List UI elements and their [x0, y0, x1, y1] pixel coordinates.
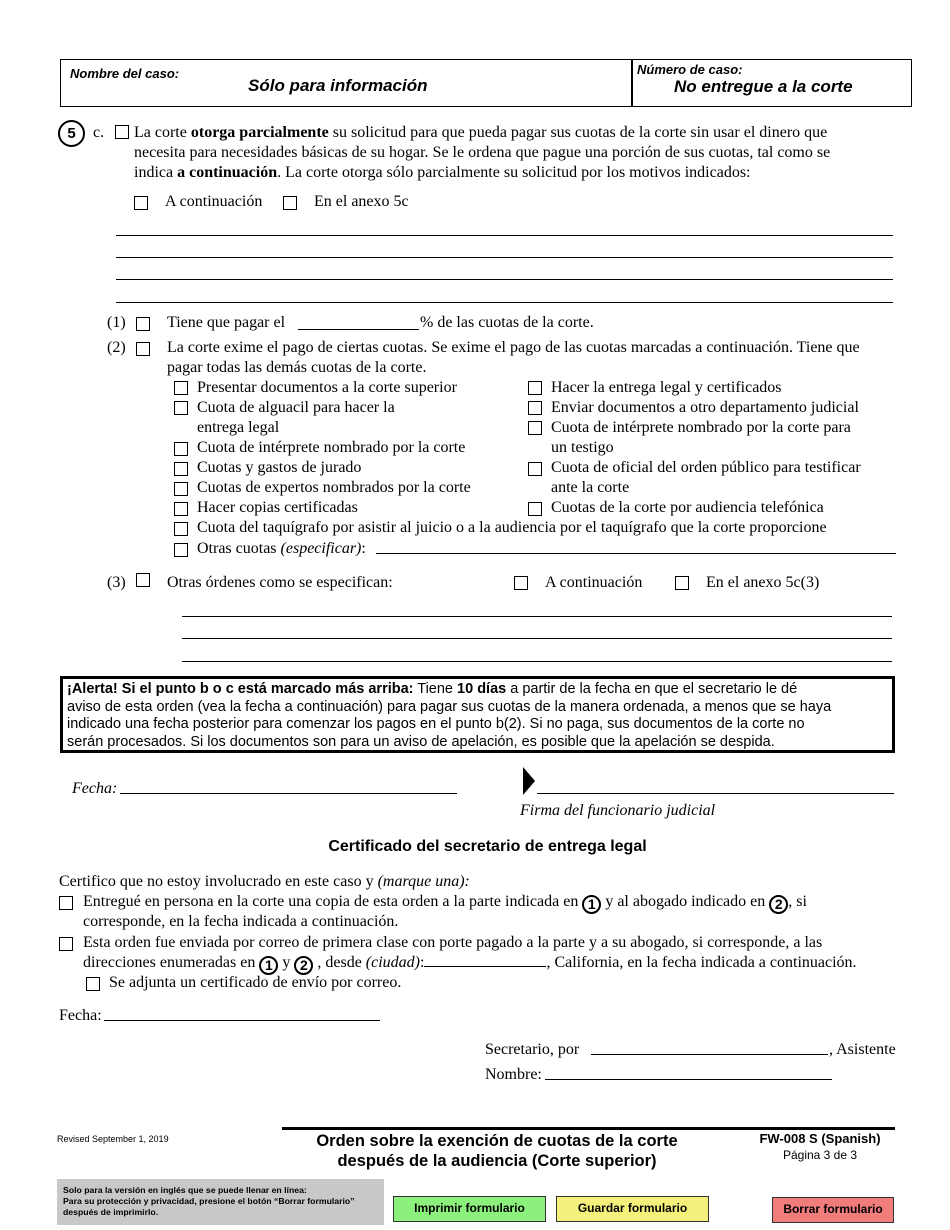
mail-delivery-line1: Esta orden fue enviada por correo de primera clase con porte pagado a la parte y a su abogado, si corresponde, a las — [83, 934, 823, 951]
stenographer-label: Cuota del taquígrafo por asistir al juicio o a la audiencia por el taquígrafo que la corte proporcione — [197, 519, 827, 536]
reasons-line[interactable] — [116, 235, 893, 236]
reasons-line[interactable] — [116, 257, 893, 258]
reasons-line[interactable] — [116, 302, 893, 303]
item-number-5: 5 — [58, 120, 85, 147]
fee-checkbox[interactable] — [174, 502, 188, 516]
clear-form-button[interactable]: Borrar formulario — [772, 1197, 894, 1223]
save-form-button[interactable]: Guardar formulario — [556, 1196, 709, 1222]
mail-certificate-checkbox[interactable] — [86, 977, 100, 991]
sub1-text-a: Tiene que pagar el — [167, 314, 286, 331]
fee-label: entrega legal — [197, 419, 280, 436]
fee-label: Cuota de intérprete nombrado por la corte para — [551, 419, 851, 436]
mail-certificate-label: Se adjunta un certificado de envío por correo. — [109, 974, 402, 991]
orders-annex-checkbox[interactable] — [675, 576, 689, 590]
certificate-date-input-line[interactable] — [104, 1020, 380, 1021]
certificate-date-label: Fecha: — [59, 1007, 102, 1024]
officer-signature-line[interactable] — [537, 793, 894, 794]
case-header — [60, 59, 912, 107]
case-name-label: Nombre del caso: — [70, 66, 180, 81]
fee-label: Cuota de intérprete nombrado por la corte — [197, 439, 466, 456]
orders-below-label: A continuación — [545, 574, 643, 591]
fee-label: Cuotas de expertos nombrados por la corte — [197, 479, 471, 496]
other-fees-input-line[interactable] — [376, 553, 896, 554]
percent-input-line[interactable] — [298, 329, 419, 330]
reasons-annex-label: En el anexo 5c — [314, 193, 409, 210]
order-date-label: Fecha: — [72, 780, 118, 797]
fee-checkbox[interactable] — [528, 502, 542, 516]
fee-label: Hacer copias certificadas — [197, 499, 358, 516]
sub1-text-b: % de las cuotas de la corte. — [420, 314, 594, 331]
sub3-text: Otras órdenes como se especifican: — [167, 574, 393, 591]
sub2-number: (2) — [107, 339, 126, 356]
item5c-line3: indica a continuación. La corte otorga sólo parcialmente su solicitud por los motivos indicados: — [134, 164, 751, 181]
fee-label: Cuotas de la corte por audiencia telefónica — [551, 499, 824, 516]
orders-below-checkbox[interactable] — [514, 576, 528, 590]
fee-checkbox[interactable] — [174, 381, 188, 395]
fee-checkbox[interactable] — [528, 381, 542, 395]
case-number-label: Número de caso: — [637, 62, 743, 77]
fee-label: Enviar documentos a otro departamento judicial — [551, 399, 859, 416]
fee-checkbox[interactable] — [174, 462, 188, 476]
reasons-annex-checkbox[interactable] — [283, 196, 297, 210]
personal-delivery-line2: corresponde, en la fecha indicada a continuación. — [83, 913, 399, 930]
fee-label: ante la corte — [551, 479, 630, 496]
partial-grant-checkbox[interactable] — [115, 125, 129, 139]
fee-checkbox[interactable] — [528, 421, 542, 435]
item5c-line2: necesita para necesidades básicas de su hogar. Se le ordena que pague una porción de sus cuotas, tal como se — [134, 144, 831, 161]
fee-checkbox[interactable] — [528, 462, 542, 476]
attorney-circle-2: 2 — [769, 895, 788, 914]
stenographer-checkbox[interactable] — [174, 522, 188, 536]
fee-label: Presentar documentos a la corte superior — [197, 379, 457, 396]
reasons-below-label: A continuación — [165, 193, 263, 210]
sub3-checkbox[interactable] — [136, 573, 150, 587]
sub1-checkbox[interactable] — [136, 317, 150, 331]
reasons-line[interactable] — [116, 279, 893, 280]
fee-checkbox[interactable] — [528, 401, 542, 415]
attorney-circle-2: 2 — [294, 956, 313, 975]
item5c-line1: La corte otorga parcialmente su solicitud para que pueda pagar sus cuotas de la corte sin usar el dinero que — [134, 124, 828, 141]
officer-signature-label: Firma del funcionario judicial — [520, 802, 716, 819]
fee-checkbox[interactable] — [174, 482, 188, 496]
city-input-line[interactable] — [424, 955, 546, 967]
party-circle-1: 1 — [582, 895, 601, 914]
clerk-name-input-line[interactable] — [545, 1079, 832, 1080]
order-date-input-line[interactable] — [120, 793, 457, 794]
case-number-value: No entregue a la corte — [674, 77, 853, 96]
certificate-title: Certificado del secretario de entrega legal — [328, 838, 647, 855]
orders-line[interactable] — [182, 638, 892, 639]
fee-label: Cuota de oficial del orden público para testificar — [551, 459, 861, 476]
print-form-button[interactable]: Imprimir formulario — [393, 1196, 546, 1222]
sub1-number: (1) — [107, 314, 126, 331]
item-letter: c. — [93, 124, 105, 141]
fee-checkbox[interactable] — [174, 401, 188, 415]
clerk-label: Secretario, por — [485, 1041, 580, 1058]
signature-arrow-icon — [523, 767, 537, 795]
sub2-line2: pagar todas las demás cuotas de la corte. — [167, 359, 427, 376]
clerk-input-line[interactable] — [591, 1054, 828, 1055]
page-number: Página 3 de 3 — [782, 1148, 858, 1162]
online-note: Solo para la versión en inglés que se puede llenar en línea: Para su protección y privacidad, presione el botón “Borrar formulario” después de imprimirlo. — [57, 1179, 384, 1225]
revised-date: Revised September 1, 2019 — [57, 1134, 169, 1144]
fee-label: un testigo — [551, 439, 614, 456]
fee-label: Cuota de alguacil para hacer la — [197, 399, 395, 416]
fee-label: Hacer la entrega legal y certificados — [551, 379, 782, 396]
footer-rule — [282, 1127, 895, 1130]
personal-delivery-checkbox[interactable] — [59, 896, 73, 910]
fee-label: Cuotas y gastos de jurado — [197, 459, 362, 476]
case-name-value: Sólo para información — [248, 76, 428, 95]
party-circle-1: 1 — [259, 956, 278, 975]
sub2-line1: La corte exime el pago de ciertas cuotas. Se exime el pago de las cuotas marcadas a continuación. Tiene que — [167, 339, 860, 356]
mail-delivery-checkbox[interactable] — [59, 937, 73, 951]
other-fees-label: Otras cuotas (especificar): — [197, 540, 366, 557]
reasons-below-checkbox[interactable] — [134, 196, 148, 210]
orders-line[interactable] — [182, 661, 892, 662]
certificate-intro: Certifico que no estoy involucrado en este caso y (marque una): — [59, 873, 470, 890]
orders-annex-label: En el anexo 5c(3) — [706, 574, 820, 591]
clerk-name-label: Nombre: — [485, 1066, 542, 1083]
sub3-number: (3) — [107, 574, 126, 591]
personal-delivery-line1: Entregué en persona en la corte una copia de esta orden a la parte indicada en 1 y al abogado indicado en 2 , si — [83, 893, 807, 912]
other-fees-checkbox[interactable] — [174, 543, 188, 557]
fee-checkbox[interactable] — [174, 442, 188, 456]
sub2-checkbox[interactable] — [136, 342, 150, 356]
mail-delivery-line2: direcciones enumeradas en 1 y 2 , desde (ciudad): , California, en la fecha indicada a continuación. — [83, 954, 857, 973]
form-title: Orden sobre la exención de cuotas de la corte después de la audiencia (Corte superior) — [316, 1132, 678, 1170]
orders-line[interactable] — [182, 616, 892, 617]
form-id: FW-008 S (Spanish) — [759, 1131, 881, 1146]
alert-box: ¡Alerta! Si el punto b o c está marcado más arriba: Tiene 10 días a partir de la fecha en que el secretario le dé aviso de esta orden (vea la fecha a continuación) para pagar sus cuotas de la manera ordenada, a menos que se haya indicado una fecha posterior para comenzar los pagos en el punto b(2). Si no paga, sus documentos de la corte no serán procesados. Si los documentos son para un aviso de apelación, es posible que la apelación se despida. — [60, 676, 895, 753]
deputy-label: , Asistente — [829, 1041, 896, 1058]
